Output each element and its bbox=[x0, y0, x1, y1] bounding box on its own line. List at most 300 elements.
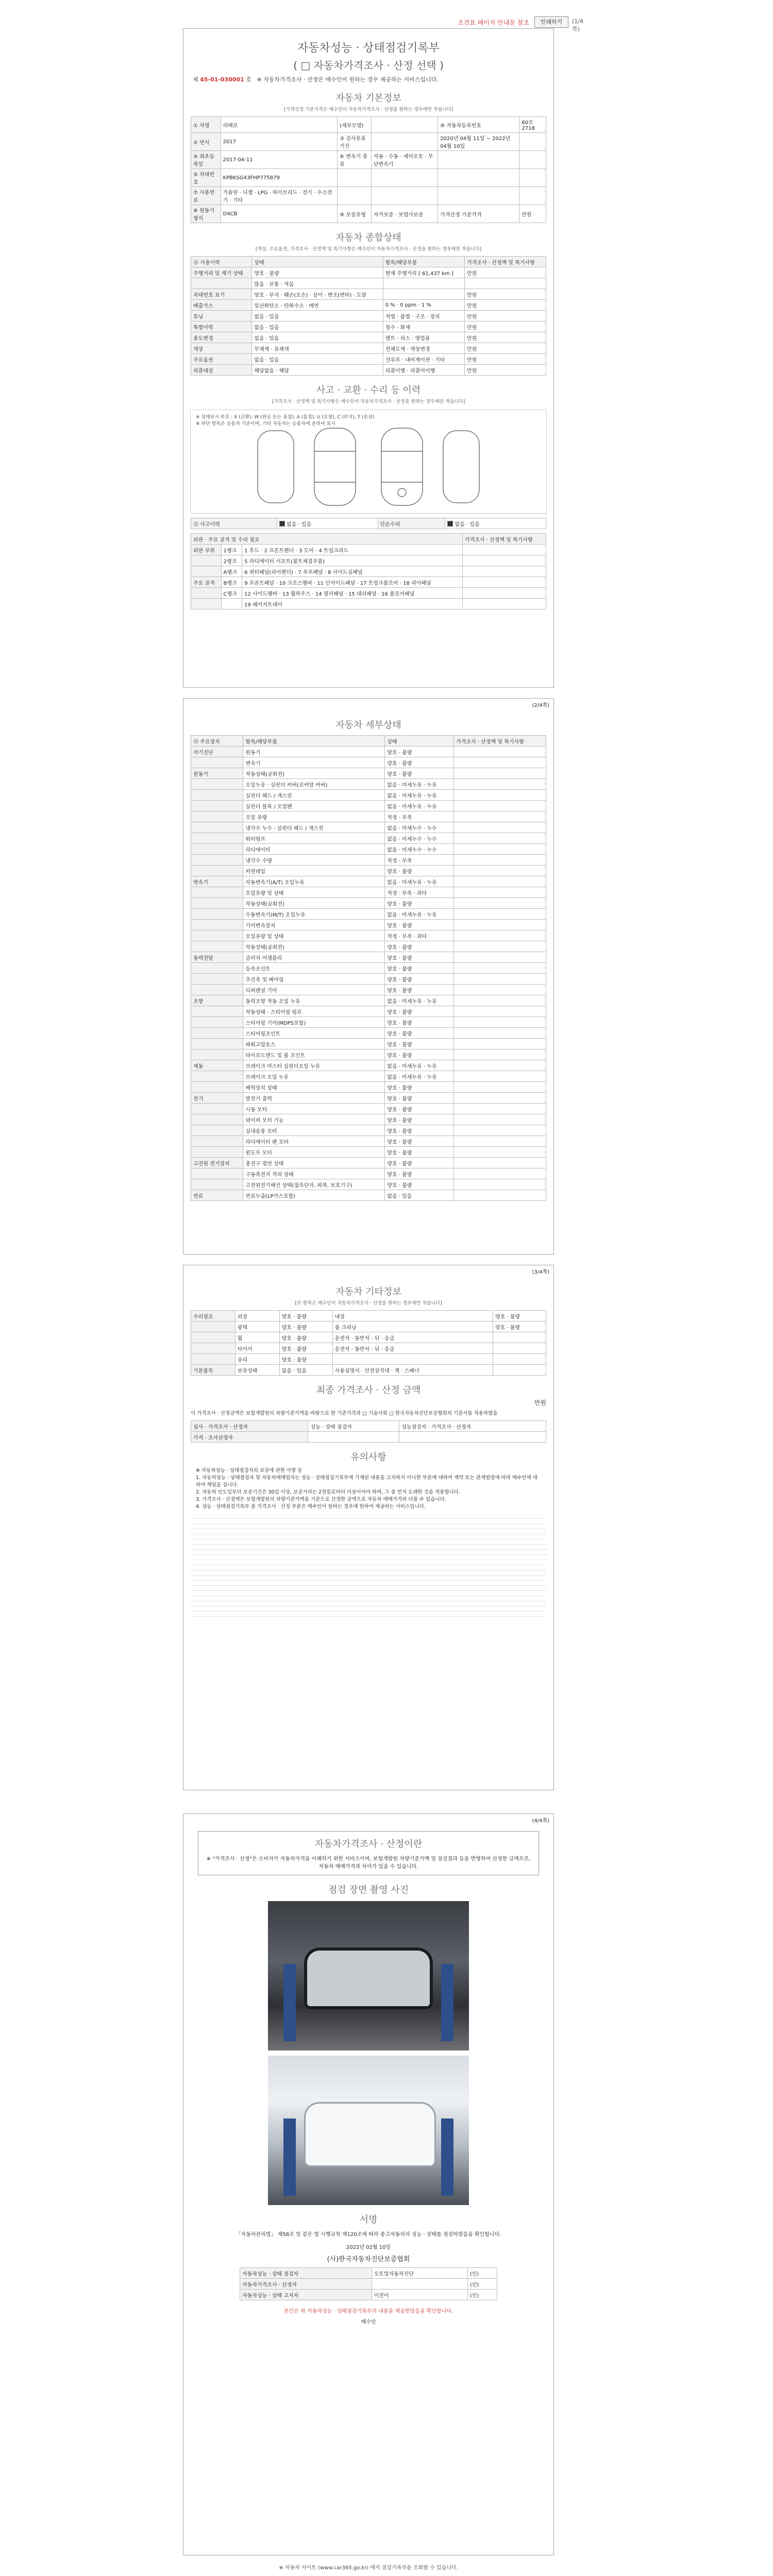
overall-header: 상태 bbox=[252, 257, 383, 267]
detail-status-row bbox=[191, 985, 546, 995]
page-number: (1/4쪽) bbox=[572, 18, 583, 32]
etc-info-note: [⑪ 항목은 매수인이 자동차가격조사 · 산정을 원하는 경우에만 적습니다] bbox=[295, 1301, 442, 1306]
overall-status-cell: 만원 bbox=[465, 311, 546, 321]
detail-status-row bbox=[191, 1168, 546, 1179]
detail-status-row bbox=[191, 757, 546, 768]
signature-cell: (인) bbox=[467, 2279, 497, 2290]
detail-status-row bbox=[191, 1136, 546, 1147]
accident-cell bbox=[462, 555, 546, 566]
detail-status-cell bbox=[191, 801, 243, 811]
detail-status-cell: 없음 · 미세누유 · 누유 bbox=[385, 790, 454, 801]
detail-status-cell: 추진축 및 베어링 bbox=[243, 974, 385, 985]
detail-status-cell bbox=[454, 1082, 546, 1093]
detail-status-cell bbox=[191, 920, 243, 930]
detail-status-row bbox=[191, 866, 546, 876]
overall-status-cell: 적법 · 불법 · 구조 · 장치 bbox=[383, 311, 464, 321]
detail-status-cell bbox=[454, 887, 546, 898]
detail-status-cell bbox=[454, 985, 546, 995]
detail-status-cell: 실린더 블록 / 오일팬 bbox=[243, 801, 385, 811]
overall-status-table bbox=[191, 256, 546, 376]
detail-status-cell: 오일유량 및 상태 bbox=[243, 930, 385, 941]
detail-status-cell: 적정 · 부족 · 과다 bbox=[385, 887, 454, 898]
page-3 bbox=[183, 1265, 554, 1790]
accident-row bbox=[191, 588, 546, 599]
detail-status-cell bbox=[454, 1017, 546, 1028]
detail-status-cell: 고전원 전기장치 bbox=[191, 1158, 243, 1168]
car-photo-icon bbox=[304, 1947, 433, 2009]
detail-status-cell: 브레이크 오일 누유 bbox=[243, 1071, 385, 1082]
detail-status-cell bbox=[191, 1125, 243, 1136]
notice-line: 3. 가격조사 · 산정액은 보험개발원의 차량기준가액을 기준으로 산정한 금액으로 자동차 매매가격과 다를 수 있습니다. bbox=[196, 1497, 446, 1502]
overall-status-cell: 선루프 · 내비게이션 · 기타 bbox=[383, 354, 464, 365]
detail-status-cell: 양호 · 불량 bbox=[385, 974, 454, 985]
overall-status-cell: 0 % · 0 ppm · 1 % bbox=[383, 300, 464, 311]
detail-status-cell: 배력장치 상태 bbox=[243, 1082, 385, 1093]
overall-status-cell: 무채색 · 유채색 bbox=[252, 343, 383, 354]
etc-info-cell bbox=[493, 1332, 546, 1343]
detail-status-row bbox=[191, 920, 546, 930]
overall-status-row bbox=[191, 289, 546, 300]
detail-status-row bbox=[191, 1060, 546, 1071]
basic-info-cell: ② 연식 bbox=[191, 133, 221, 151]
detail-status-cell bbox=[191, 811, 243, 822]
detail-status-cell bbox=[454, 844, 546, 855]
overall-status-cell: 리콜대상 bbox=[191, 365, 252, 376]
etc-info-cell bbox=[332, 1354, 493, 1365]
overall-status-row bbox=[191, 311, 546, 321]
basic-info-cell: ⑥ 변속기 종류 bbox=[338, 151, 372, 169]
etc-info-cell bbox=[191, 1354, 236, 1365]
detail-status-cell: 냉각수 수량 bbox=[243, 855, 385, 866]
detail-status-cell: 적정 · 부족 · 과다 bbox=[385, 930, 454, 941]
detail-status-cell: 충전구 절연 상태 bbox=[243, 1158, 385, 1168]
overall-status-cell: 주행거리 및 계기 상태 bbox=[191, 267, 252, 278]
inspection-photo-1 bbox=[268, 1901, 469, 2050]
notice-heading: 유의사항 bbox=[350, 1452, 386, 1463]
overall-status-cell: 해당없음 · 해당 bbox=[252, 365, 383, 376]
detail-status-cell: 양호 · 불량 bbox=[385, 1093, 454, 1104]
detail-header: 항목/해당부품 bbox=[243, 736, 385, 747]
overall-status-cell: 만원 bbox=[465, 365, 546, 376]
detail-status-cell bbox=[454, 963, 546, 974]
overall-status-cell: 리콜이행 · 리콜미이행 bbox=[383, 365, 464, 376]
detail-status-cell: 없음 · 미세누수 · 누수 bbox=[385, 833, 454, 844]
overall-status-cell: 만원 bbox=[465, 289, 546, 300]
basic-info-cell: ⑦ 사용연료 bbox=[191, 187, 221, 205]
basic-info-cell: 2020년 04월 11일 ~ 2022년 04월 10일 bbox=[438, 133, 519, 151]
signature-cell: 이전이 bbox=[372, 2290, 467, 2300]
detail-status-row bbox=[191, 909, 546, 920]
basic-info-cell: ③ 검사유효기간 bbox=[338, 133, 372, 151]
basic-info-cell bbox=[371, 187, 438, 205]
accident-cell: A랭크 bbox=[221, 566, 242, 577]
overall-status-cell: 특별이력 bbox=[191, 321, 252, 332]
basic-info-cell bbox=[519, 151, 546, 169]
etc-info-table bbox=[191, 1310, 546, 1376]
car-side-right-icon bbox=[443, 431, 479, 503]
overall-status-cell: 색상 bbox=[191, 343, 252, 354]
etc-info-cell: 기본품목 bbox=[191, 1365, 236, 1376]
detail-status-row bbox=[191, 887, 546, 898]
detail-status-cell bbox=[191, 898, 243, 909]
detail-status-cell: 없음 · 미세누유 · 누유 bbox=[385, 1071, 454, 1082]
detail-status-cell bbox=[454, 811, 546, 822]
detail-status-cell: 양호 · 불량 bbox=[385, 1114, 454, 1125]
detail-status-cell: 스티어링 기어(MDPS포함) bbox=[243, 1017, 385, 1028]
form-no-label: 제 bbox=[193, 76, 198, 83]
signature-cell: (인) bbox=[467, 2268, 497, 2279]
overall-status-cell: 일산화탄소 · 탄화수소 · 매연 bbox=[252, 300, 383, 311]
etc-info-cell: 광택 bbox=[235, 1321, 279, 1332]
detail-status-cell bbox=[191, 779, 243, 790]
car-photo-icon bbox=[304, 2102, 436, 2167]
detail-status-cell: 디퍼렌셜 기어 bbox=[243, 985, 385, 995]
accident-row bbox=[191, 577, 546, 588]
accident-cell: 1랭크 bbox=[221, 545, 242, 555]
accident-cell: 외판 부위 bbox=[191, 545, 222, 555]
overall-status-row bbox=[191, 278, 546, 289]
detail-status-cell: 자기진단 bbox=[191, 747, 243, 757]
detail-status-cell: 양호 · 불량 bbox=[385, 1039, 454, 1049]
etc-info-cell bbox=[493, 1343, 546, 1354]
overall-status-cell: 차대번호 표기 bbox=[191, 289, 252, 300]
detail-status-cell: 적정 · 부족 bbox=[385, 811, 454, 822]
accident-legend-line: ※ 상태표시 부호 : X (교환), W (판금 또는 용접), A (흠집), U (요철), C (부식), T (손상) bbox=[196, 415, 375, 420]
detail-status-row bbox=[191, 1017, 546, 1028]
detail-status-cell bbox=[454, 920, 546, 930]
detail-status-cell: 양호 · 불량 bbox=[385, 1028, 454, 1039]
accident-row bbox=[191, 555, 546, 566]
etc-info-heading: 자동차 기타정보 bbox=[335, 1286, 401, 1297]
etc-info-cell: 외장 bbox=[235, 1311, 279, 1321]
detail-status-row bbox=[191, 1125, 546, 1136]
detail-status-row bbox=[191, 1147, 546, 1158]
accident-cell bbox=[191, 599, 222, 609]
inspector-check-cell: 심사 · 가격조사 · 산정자 bbox=[191, 1421, 308, 1432]
accident-cell bbox=[191, 555, 222, 566]
etc-info-cell: 없음 · 있음 bbox=[279, 1365, 332, 1376]
overall-status-cell: 없음 · 있음 bbox=[252, 311, 383, 321]
detail-status-cell bbox=[454, 1006, 546, 1017]
signature-cell bbox=[372, 2279, 467, 2290]
accident-flag-label: 단순수리 bbox=[378, 518, 445, 529]
signature-cell: 자동차가격조사 · 산정자 bbox=[240, 2279, 372, 2290]
basic-info-cell: ⑩ 자동차등록번호 bbox=[438, 117, 519, 133]
accident-cell bbox=[462, 588, 546, 599]
detail-status-cell bbox=[454, 1179, 546, 1190]
detail-status-row bbox=[191, 963, 546, 974]
detail-status-cell: 오일누유 · 실린더 커버(로커암 커버) bbox=[243, 779, 385, 790]
basic-info-cell bbox=[438, 151, 519, 169]
overall-status-cell: 배출가스 bbox=[191, 300, 252, 311]
detail-status-cell: 없음 · 미세누유 · 누유 bbox=[385, 909, 454, 920]
overall-status-cell: 렌트 · 리스 · 영업용 bbox=[383, 332, 464, 343]
detail-status-cell: 양호 · 불량 bbox=[385, 1147, 454, 1158]
detail-status-cell bbox=[454, 1114, 546, 1125]
detail-status-cell: 양호 · 불량 bbox=[385, 1082, 454, 1093]
signature-cell: 자동차성능 · 상태 고지자 bbox=[240, 2290, 372, 2300]
detail-status-cell: 작동상태 · 스티어링 펌프 bbox=[243, 1006, 385, 1017]
detail-status-cell bbox=[454, 1147, 546, 1158]
etc-info-row bbox=[191, 1343, 546, 1354]
receive-text: 본인은 위 자동차성능 · 상태점검기록부의 내용을 제공받았음을 확인합니다. bbox=[283, 2309, 453, 2314]
basic-info-cell: 만원 bbox=[519, 205, 546, 223]
accident-cell bbox=[462, 545, 546, 555]
overall-status-cell: 침수 · 화재 bbox=[383, 321, 464, 332]
form-no-suffix: 호 bbox=[246, 76, 251, 83]
detail-status-cell: 구동축전지 격리 상태 bbox=[243, 1168, 385, 1179]
detail-status-row bbox=[191, 1104, 546, 1114]
detail-status-cell bbox=[454, 790, 546, 801]
detail-status-cell: 없음 · 미세누유 · 누유 bbox=[385, 779, 454, 790]
etc-info-row bbox=[191, 1321, 546, 1332]
page-number: (2/4쪽) bbox=[532, 703, 549, 708]
overall-status-cell: 주요옵션 bbox=[191, 354, 252, 365]
overall-status-row bbox=[191, 343, 546, 354]
overall-status-cell: 만원 bbox=[465, 343, 546, 354]
accident-flag-value[interactable]: 없음 · 있음 bbox=[445, 518, 546, 529]
detail-status-cell: 시동 모터 bbox=[243, 1104, 385, 1114]
detail-status-heading: 자동차 세부상태 bbox=[335, 720, 401, 731]
detail-status-cell bbox=[454, 1060, 546, 1071]
notice-link[interactable]: 조견표 페이지 안내문 참조 bbox=[458, 19, 529, 26]
overall-status-cell bbox=[383, 278, 464, 289]
overall-status-cell bbox=[383, 289, 464, 300]
inspector-check-row bbox=[191, 1432, 546, 1443]
detail-status-cell: 동력조향 작동 오일 누유 bbox=[243, 995, 385, 1006]
page-1 bbox=[183, 28, 554, 688]
detail-status-cell bbox=[454, 833, 546, 844]
detail-status-row bbox=[191, 1049, 546, 1060]
basic-info-cell: 가격산정 기준가격 bbox=[438, 205, 519, 223]
accident-heading: 사고 · 교환 · 수리 등 이력 bbox=[316, 385, 421, 396]
basic-info-row bbox=[191, 133, 546, 151]
detail-status-cell bbox=[191, 833, 243, 844]
car-top-front-icon bbox=[314, 428, 356, 505]
accident-flag-value[interactable]: 없음 · 있음 bbox=[277, 518, 378, 529]
detail-status-cell: 제동 bbox=[191, 1060, 243, 1071]
overall-status-row bbox=[191, 300, 546, 311]
detail-status-cell: 라디에이터 팬 모터 bbox=[243, 1136, 385, 1147]
detail-status-cell: 실린더 헤드 / 개스킷 bbox=[243, 790, 385, 801]
detail-status-row bbox=[191, 747, 546, 757]
detail-status-table bbox=[191, 735, 546, 1201]
detail-status-cell: 작동상태(공회전) bbox=[243, 898, 385, 909]
detail-status-row bbox=[191, 1039, 546, 1049]
accident-cell: 2랭크 bbox=[221, 555, 242, 566]
signature-cell: (인) bbox=[467, 2290, 497, 2300]
detail-status-cell: 윈도우 모터 bbox=[243, 1147, 385, 1158]
overall-status-cell: 용도변경 bbox=[191, 332, 252, 343]
detail-status-cell: 없음 · 미세누유 · 누유 bbox=[385, 801, 454, 811]
accident-detail-table bbox=[191, 533, 546, 609]
page-4 bbox=[183, 1814, 554, 2555]
basic-info-cell bbox=[338, 187, 372, 205]
detail-status-row bbox=[191, 930, 546, 941]
overall-header: 가격조사 · 산정액 및 특기사항 bbox=[465, 257, 546, 267]
etc-info-cell: 타이어 bbox=[235, 1343, 279, 1354]
accident-note: [가격조사 · 산정액 및 특기사항은 매수인이 자동차가격조사 · 산정을 원하는 경우에만 적습니다] bbox=[272, 399, 465, 404]
fine-print-lines bbox=[191, 1515, 546, 1617]
detail-status-cell bbox=[191, 1071, 243, 1082]
detail-status-cell: 발전기 출력 bbox=[243, 1093, 385, 1104]
basic-info-row bbox=[191, 169, 546, 187]
accident-cell: 19 패키지트레이 bbox=[242, 599, 463, 609]
detail-status-cell bbox=[454, 930, 546, 941]
signature-cell: 자동차성능 · 상태 점검자 bbox=[240, 2268, 372, 2279]
etc-info-cell bbox=[191, 1343, 236, 1354]
detail-status-cell: 없음 · 미세누수 · 누수 bbox=[385, 822, 454, 833]
detail-status-cell: 전기 bbox=[191, 1093, 243, 1104]
checkbox-icon bbox=[279, 521, 285, 527]
detail-status-cell bbox=[454, 1136, 546, 1147]
inspector-check-table bbox=[191, 1420, 546, 1443]
basic-info-note: [가격산정 기준가격은 매수인이 자동차가격조사 · 산정을 원하는 경우에만 적습니다] bbox=[283, 107, 453, 112]
detail-status-row bbox=[191, 833, 546, 844]
detail-status-cell: 오일 유량 bbox=[243, 811, 385, 822]
detail-status-row bbox=[191, 1190, 546, 1201]
detail-status-cell: 타이로드엔드 및 볼 조인트 bbox=[243, 1049, 385, 1060]
detail-status-cell: 연료누출(LP가스포함) bbox=[243, 1190, 385, 1201]
detail-status-row bbox=[191, 1071, 546, 1082]
detail-status-cell bbox=[454, 779, 546, 790]
detail-status-cell: 워터펌프 bbox=[243, 833, 385, 844]
page-number: (3/4쪽) bbox=[532, 1269, 549, 1275]
car-side-left-icon bbox=[258, 431, 294, 503]
detail-status-cell: 양호 · 불량 bbox=[385, 963, 454, 974]
detail-status-cell: 작동상태(공회전) bbox=[243, 941, 385, 952]
detail-status-cell: 등속조인트 bbox=[243, 963, 385, 974]
basic-info-cell bbox=[338, 169, 372, 187]
accident-cell bbox=[191, 588, 222, 599]
final-price-unit: 만원 bbox=[534, 1399, 546, 1406]
detail-status-cell bbox=[191, 887, 243, 898]
detail-status-cell bbox=[191, 941, 243, 952]
overall-status-cell: 만원 bbox=[465, 332, 546, 343]
detail-status-cell: 양호 · 불량 bbox=[385, 1017, 454, 1028]
basic-info-cell bbox=[519, 169, 546, 187]
detail-header: 상태 bbox=[385, 736, 454, 747]
overall-status-row bbox=[191, 321, 546, 332]
detail-status-cell bbox=[191, 1104, 243, 1114]
detail-status-cell bbox=[191, 1006, 243, 1017]
notice-line: 1. 자동차성능 · 상태점검자 및 자동차매매업자는 성능 · 상태점검기록부에 기재된 내용을 고지하지 아니한 부분에 대하여 계약 또는 관계법령에 따라 매수인에 대하여 책임을 집니다. bbox=[196, 1475, 537, 1488]
basic-info-cell bbox=[371, 117, 438, 133]
etc-info-cell: 룸 크리닝 bbox=[332, 1321, 493, 1332]
accident-cell bbox=[462, 566, 546, 577]
detail-status-cell bbox=[191, 757, 243, 768]
basic-info-cell bbox=[519, 187, 546, 205]
basic-info-cell: 2017-04-11 bbox=[221, 151, 338, 169]
detail-status-cell: 실내송풍 모터 bbox=[243, 1125, 385, 1136]
notice-line: ※ 자동차성능 · 상태점검자의 보증에 관한 사항 등 bbox=[196, 1468, 303, 1473]
detail-status-cell bbox=[454, 898, 546, 909]
etc-info-cell: 양호 · 불량 bbox=[279, 1332, 332, 1343]
detail-status-cell bbox=[454, 1104, 546, 1114]
sign-heading: 서명 bbox=[359, 2214, 378, 2225]
overall-status-cell: 전체도색 · 색상변경 bbox=[383, 343, 464, 354]
etc-info-cell: 운전석 · 동반석 · 뒤 · 응급 bbox=[332, 1332, 493, 1343]
detail-status-cell: 수동변속기(M/T) 오일누유 bbox=[243, 909, 385, 920]
detail-status-cell bbox=[454, 747, 546, 757]
detail-status-cell bbox=[191, 855, 243, 866]
detail-status-cell: 오일유량 및 상태 bbox=[243, 887, 385, 898]
accident-cell: 5 라디에이터 서포트(볼트체결부품) bbox=[242, 555, 463, 566]
etc-info-cell: 양호 · 불량 bbox=[279, 1321, 332, 1332]
basic-info-row bbox=[191, 151, 546, 169]
detail-status-cell bbox=[454, 1093, 546, 1104]
detail-status-cell bbox=[191, 1017, 243, 1028]
etc-info-cell bbox=[493, 1354, 546, 1365]
price-info-box bbox=[198, 1831, 539, 1875]
detail-status-cell: 양호 · 불량 bbox=[385, 1158, 454, 1168]
notice-line: 4. 성능 · 상태점검기록부 중 가격조사 · 산정 부분은 매수인이 원하는 경우에 한하여 제공하는 서비스입니다. bbox=[196, 1504, 426, 1510]
price-info-title: 자동차가격조사 · 산정이란 bbox=[314, 1839, 423, 1850]
detail-status-cell: 변속기 bbox=[191, 876, 243, 887]
basic-info-cell bbox=[438, 169, 519, 187]
etc-info-row bbox=[191, 1354, 546, 1365]
detail-status-cell: 원동기 bbox=[243, 747, 385, 757]
accident-cell bbox=[191, 566, 222, 577]
car-diagram bbox=[190, 410, 547, 514]
overall-status-cell: 만원 bbox=[465, 321, 546, 332]
detail-status-row bbox=[191, 1179, 546, 1190]
etc-info-cell: 보유상태 bbox=[235, 1365, 279, 1376]
overall-header: 항목/해당부품 bbox=[383, 257, 464, 267]
overall-status-row bbox=[191, 365, 546, 376]
accident-row bbox=[191, 566, 546, 577]
sign-text: 「자동차관리법」 제58조 및 같은 법 시행규칙 제120조에 따라 중고자동차의 성능 · 상태를 점검하였음을 확인합니다. bbox=[236, 2232, 501, 2238]
detail-status-cell: 양호 · 불량 bbox=[385, 898, 454, 909]
detail-status-cell: 양호 · 불량 bbox=[385, 1006, 454, 1017]
detail-status-row bbox=[191, 995, 546, 1006]
detail-status-cell: 와이퍼 모터 기능 bbox=[243, 1114, 385, 1125]
overall-status-heading: 자동차 종합상태 bbox=[335, 232, 401, 243]
detail-status-cell: 조향 bbox=[191, 995, 243, 1006]
detail-status-cell: 없음 · 있음 bbox=[385, 1190, 454, 1201]
accident-cell: 12 사이드멤버 · 13 휠하우스 · 14 필러패널 · 15 대쉬패널 · 16 플로어패널 bbox=[242, 588, 463, 599]
inspector-check-row bbox=[191, 1421, 546, 1432]
photo-heading: 점검 장면 촬영 사진 bbox=[328, 1885, 409, 1895]
detail-status-cell: 양호 · 불량 bbox=[385, 941, 454, 952]
etc-info-cell: 양호 · 불량 bbox=[279, 1311, 332, 1321]
detail-status-cell: 원동기 bbox=[191, 768, 243, 779]
detail-status-row bbox=[191, 952, 546, 963]
footer-link[interactable]: ※ 자동차 사이트 (www.car365.go.kr) 에서 점검기록부를 조회할 수 있습니다. bbox=[279, 2565, 458, 2571]
detail-status-cell bbox=[191, 1114, 243, 1125]
detail-status-row bbox=[191, 1158, 546, 1168]
detail-status-cell bbox=[454, 1158, 546, 1168]
signature-row bbox=[240, 2268, 497, 2279]
detail-status-row bbox=[191, 1028, 546, 1039]
detail-status-row bbox=[191, 822, 546, 833]
print-button[interactable]: 인쇄하기 bbox=[534, 16, 568, 28]
detail-status-cell: 양호 · 불량 bbox=[385, 1049, 454, 1060]
detail-status-row bbox=[191, 768, 546, 779]
detail-status-cell bbox=[454, 822, 546, 833]
detail-status-cell: 브레이크 마스터 실린더오일 누유 bbox=[243, 1060, 385, 1071]
overall-status-cell: 현재 주행거리 [ 61,437 km ] bbox=[383, 267, 464, 278]
detail-status-cell bbox=[454, 1190, 546, 1201]
car-top-rear-icon bbox=[381, 428, 423, 505]
inspector-check-cell bbox=[399, 1432, 546, 1443]
accident-cell bbox=[462, 599, 546, 609]
detail-status-cell: 자동변속기(A/T) 오일누유 bbox=[243, 876, 385, 887]
basic-info-table bbox=[191, 116, 546, 223]
detail-status-cell: 라디에이터 bbox=[243, 844, 385, 855]
basic-info-cell: 가솔린 · 디젤 · LPG · 하이브리드 · 전기 · 수소전기 · 기타 bbox=[221, 187, 338, 205]
inspector-check-cell: 성능 · 상태 점검자 bbox=[308, 1421, 399, 1432]
